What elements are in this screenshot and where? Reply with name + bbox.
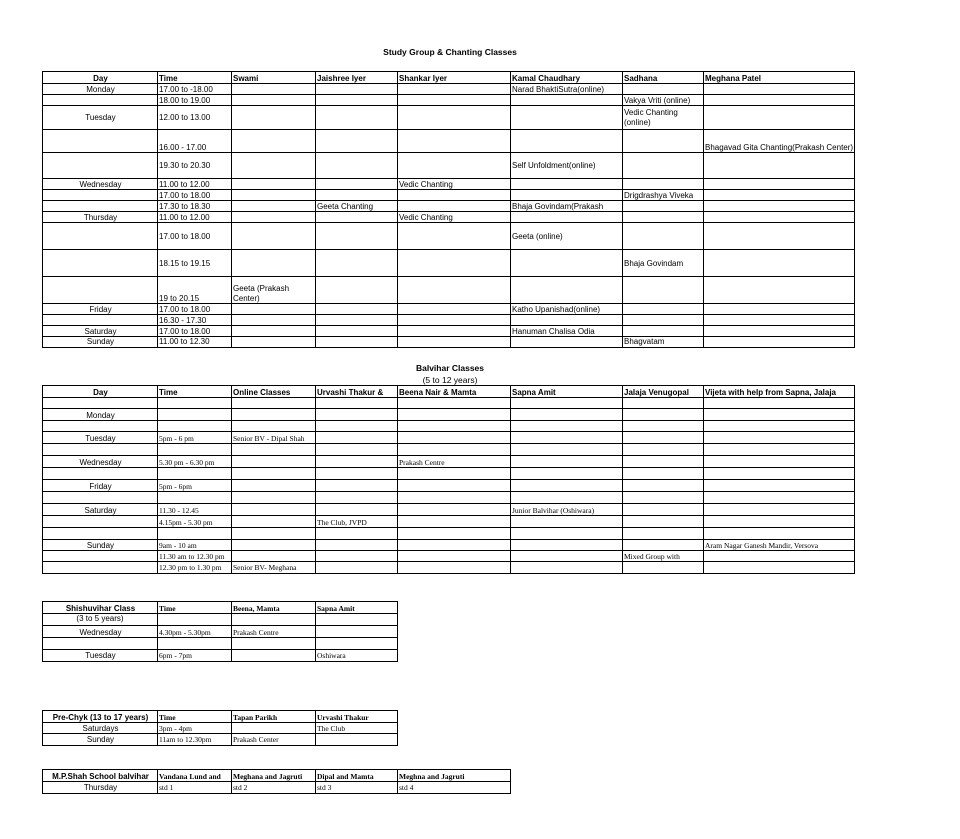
study-cell — [510, 249, 623, 277]
study-cell-text: Geeta (online) — [512, 231, 563, 241]
prechyk-cell-text: The Club — [317, 724, 346, 733]
balvihar-cell — [703, 561, 855, 574]
study-cell — [622, 152, 704, 179]
study-cell-text: Vakya Vriti (online) — [624, 96, 691, 105]
study-cell-text: 16.00 - 17.00 — [159, 143, 207, 152]
study-cell — [703, 105, 855, 130]
shishu-header-label: Time — [159, 604, 176, 613]
balvihar-cell-text: Friday — [89, 482, 112, 491]
study-cell — [622, 222, 704, 250]
study-cell — [622, 336, 704, 348]
balvihar-cell-text: Mixed Group with — [624, 552, 680, 561]
prechyk-cell — [42, 733, 158, 746]
balvihar-cell — [622, 561, 704, 574]
study-cell — [315, 129, 398, 153]
study-cell — [231, 336, 316, 348]
balvihar-cell-text: Senior BV- Meghana — [233, 563, 297, 572]
study-cell-text: 19.30 to 20.30 — [159, 161, 211, 170]
shishu-cell-text: Prakash Centre — [233, 628, 279, 637]
study-cell — [315, 152, 398, 179]
study-header-label: Swami — [233, 74, 259, 83]
study-cell-text: Self Unfoldment(online) — [512, 161, 596, 170]
shishu-cell-text: Wednesday — [79, 628, 122, 637]
study-cell-text: Wednesday — [79, 180, 122, 189]
mpshah-header-label: Vandana Lund and — [159, 772, 221, 781]
shishu-cell-text: Oshiwara — [317, 651, 346, 660]
study-cell-text: Katho Upanishad(online) — [512, 305, 601, 314]
study-cell — [157, 129, 232, 153]
study-cell — [231, 152, 316, 179]
study-cell — [157, 276, 232, 304]
study-cell — [157, 105, 232, 130]
balvihar-cell-text: 5pm - 6 pm — [159, 434, 194, 443]
study-cell-text: Bhaja Govindam(Prakash — [512, 202, 604, 211]
balvihar-cell-text: 5.30 pm - 6.30 pm — [159, 458, 215, 467]
study-cell — [157, 249, 232, 277]
shishu-cell — [315, 649, 398, 662]
study-cell — [157, 152, 232, 179]
study-cell — [510, 222, 623, 250]
study-cell-text: 12.00 to 13.00 — [159, 113, 211, 122]
mpshah-cell-text: std 2 — [233, 783, 248, 792]
balvihar-cell-text: 11.30 am to 12.30 pm — [159, 552, 225, 561]
study-header-label: Jaishree Iyer — [317, 74, 366, 83]
study-header-label: Sadhana — [624, 74, 658, 83]
study-cell-text: 17.30 to 18.30 — [159, 202, 211, 211]
balvihar-cell — [510, 561, 623, 574]
study-cell-text: 19 to 20.15 — [159, 294, 200, 303]
prechyk-cell-text: 11am to 12.30pm — [159, 735, 212, 744]
study-cell-text: Narad BhaktiSutra(online) — [512, 85, 605, 94]
shishu-cell-text: 6pm - 7pm — [159, 651, 192, 660]
mpshah-cell — [231, 781, 316, 794]
balvihar-cell — [397, 561, 511, 574]
balvihar-header-label: Time — [159, 388, 178, 397]
study-header-label: Shankar Iyer — [399, 74, 448, 83]
prechyk-cell-text: 3pm - 4pm — [159, 724, 192, 733]
mpshah-header-label: Dipal and Mamta — [317, 772, 374, 781]
shishu-age-label: (3 to 5 years) — [76, 614, 124, 623]
study-cell — [703, 336, 855, 348]
prechyk-header-label: Tapan Parikh — [233, 713, 278, 722]
shishu-cell-text: Tuesday — [85, 651, 116, 660]
study-header-label: Day — [93, 74, 108, 83]
study-cell — [397, 249, 511, 277]
study-cell-text: Tuesday — [85, 113, 116, 122]
prechyk-header-label: Time — [159, 713, 176, 722]
study-cell-text: 11.00 to 12.00 — [159, 213, 210, 222]
prechyk-cell-text: Saturdays — [82, 724, 119, 733]
balvihar-cell — [315, 561, 398, 574]
balvihar-header-label: Urvashi Thakur & — [317, 388, 384, 397]
study-cell-text: Monday — [86, 85, 115, 94]
study-cell — [231, 222, 316, 250]
study-cell-text: Saturday — [84, 327, 117, 336]
study-cell — [397, 152, 511, 179]
balvihar-header-label: Online Classes — [233, 388, 291, 397]
study-cell-text: Geeta (Prakash Center) — [233, 284, 290, 303]
study-cell-text: 11.00 to 12.30 — [159, 337, 210, 346]
study-header-label: Kamal Chaudhary — [512, 74, 581, 83]
study-cell-text: Drigdrashya Viveka — [624, 191, 694, 200]
shishu-header-label: Beena, Mamta — [233, 604, 280, 613]
study-cell — [397, 222, 511, 250]
balvihar-cell-text: 12.30 pm to 1.30 pm — [159, 563, 222, 572]
shishu-header-label: Sapna Amit — [317, 604, 355, 613]
study-cell — [397, 336, 511, 348]
study-cell — [397, 129, 511, 153]
study-cell-text: 16.30 - 17.30 — [159, 316, 207, 325]
study-cell-text: 17.00 to -18.00 — [159, 85, 213, 94]
study-cell — [622, 276, 704, 304]
prechyk-cell-text: Prakash Center — [233, 735, 279, 744]
balvihar-subtitle: (5 to 12 years) — [422, 375, 478, 385]
study-cell-text: 11.00 to 12.00 — [159, 180, 210, 189]
study-cell-text: Hanuman Chalisa Odia — [512, 327, 595, 336]
study-cell — [231, 129, 316, 153]
study-cell-text: 18.00 to 19.00 — [159, 96, 211, 105]
balvihar-cell-text: Monday — [86, 411, 115, 420]
study-cell — [703, 222, 855, 250]
study-cell-text: Sunday — [86, 337, 115, 346]
prechyk-cell — [231, 733, 316, 746]
study-cell — [510, 105, 623, 130]
balvihar-cell-text: Saturday — [84, 506, 117, 515]
study-cell — [315, 249, 398, 277]
shishu-cell — [231, 649, 316, 662]
study-cell — [231, 276, 316, 304]
balvihar-cell-text: 11.30 - 12.45 — [159, 506, 199, 515]
study-title: Study Group & Chanting Classes — [383, 47, 517, 57]
study-cell — [157, 336, 232, 348]
mpshah-header-label: M.P.Shah School balvihar — [52, 772, 149, 781]
study-cell-text: 17.00 to 18.00 — [159, 191, 211, 200]
balvihar-header-label: Jalaja Venugopal — [624, 388, 689, 397]
study-cell — [622, 129, 704, 153]
balvihar-cell-text: 5pm - 6pm — [159, 482, 192, 491]
mpshah-cell-text: std 1 — [159, 783, 174, 792]
study-cell-text: Vedic Chanting — [399, 213, 453, 222]
study-cell — [231, 249, 316, 277]
balvihar-cell-text: 9am - 10 am — [159, 541, 197, 550]
mpshah-cell — [42, 781, 158, 794]
balvihar-cell-text: Senior BV - Dipal Shah — [233, 434, 305, 443]
balvihar-header-label: Sapna Amit — [512, 388, 556, 397]
study-cell — [510, 276, 623, 304]
study-cell — [315, 276, 398, 304]
mpshah-header-label: Meghna and Jagruti — [399, 772, 465, 781]
shishu-header-label: Shishuvihar Class — [65, 604, 136, 613]
study-cell — [510, 152, 623, 179]
study-cell — [42, 222, 158, 250]
balvihar-cell-text: Sunday — [86, 541, 115, 550]
study-cell — [42, 276, 158, 304]
study-cell-text: 18.15 to 19.15 — [159, 258, 211, 268]
study-header-label: Time — [159, 74, 178, 83]
study-cell — [703, 152, 855, 179]
study-cell-text: Bhagvatam — [624, 337, 665, 346]
study-cell — [42, 336, 158, 348]
balvihar-cell-text: Tuesday — [85, 434, 116, 443]
study-cell — [622, 249, 704, 277]
study-cell — [42, 129, 158, 153]
prechyk-header-label: Pre-Chyk (13 to 17 years) — [52, 713, 149, 722]
study-cell-text: Vedic Chanting (online) — [624, 108, 678, 127]
mpshah-cell-text: std 3 — [317, 783, 332, 792]
study-cell — [315, 222, 398, 250]
study-cell — [510, 129, 623, 153]
study-cell — [703, 249, 855, 277]
prechyk-cell — [157, 733, 232, 746]
study-cell — [231, 105, 316, 130]
study-cell — [315, 336, 398, 348]
study-cell — [157, 222, 232, 250]
shishu-cell-text: 4.30pm - 5.30pm — [159, 628, 211, 637]
mpshah-cell — [315, 781, 398, 794]
prechyk-cell — [315, 733, 398, 746]
mpshah-cell — [397, 781, 511, 794]
study-cell-text: Bhagavad Gita Chanting(Prakash Center) — [705, 143, 854, 152]
study-cell — [510, 336, 623, 348]
prechyk-cell-text: Sunday — [86, 735, 115, 744]
study-cell — [42, 249, 158, 277]
study-cell-text: 17.00 to 18.00 — [159, 305, 211, 314]
balvihar-cell-text: Junior Balvihar (Oshiwara) — [512, 506, 595, 515]
balvihar-cell-text: Prakash Centre — [399, 458, 445, 467]
study-cell-text: Thursday — [83, 213, 118, 222]
balvihar-header-label: Day — [93, 388, 108, 397]
study-cell-text: Geeta Chanting — [317, 202, 374, 211]
study-cell — [42, 152, 158, 179]
balvihar-cell-text: 4.15pm - 5.30 pm — [159, 518, 213, 527]
balvihar-cell — [42, 561, 158, 574]
balvihar-title: Balvihar Classes — [415, 363, 485, 373]
prechyk-header-label: Urvashi Thakur — [317, 713, 369, 722]
study-cell — [703, 129, 855, 153]
study-header-label: Meghana Patel — [705, 74, 762, 83]
study-cell — [315, 105, 398, 130]
study-cell — [703, 276, 855, 304]
balvihar-cell-text: Wednesday — [79, 458, 122, 467]
study-cell-text: 17.00 to 18.00 — [159, 231, 211, 241]
balvihar-header-label: Vijeta with help from Sapna, Jalaja — [705, 388, 837, 397]
balvihar-header-label: Beena Nair & Mamta — [399, 388, 477, 397]
shishu-cell — [157, 649, 232, 662]
study-cell-text: Friday — [89, 305, 112, 314]
mpshah-cell — [157, 781, 232, 794]
balvihar-cell-text: Aram Nagar Ganesh Mandir, Versova — [705, 541, 819, 550]
balvihar-cell-text: The Club, JVPD — [317, 518, 367, 527]
study-cell — [397, 276, 511, 304]
mpshah-cell-text: Thursday — [83, 783, 118, 792]
mpshah-cell-text: std 4 — [399, 783, 414, 792]
balvihar-cell — [157, 561, 232, 574]
shishu-cell — [42, 649, 158, 662]
balvihar-cell — [231, 561, 316, 574]
study-cell-text: Bhaja Govindam — [624, 258, 684, 268]
study-cell — [42, 105, 158, 130]
study-cell-text: Vedic Chanting — [399, 180, 453, 189]
mpshah-header-label: Meghana and Jagruti — [233, 772, 303, 781]
study-cell-text: 17.00 to 18.00 — [159, 327, 211, 336]
study-cell — [622, 105, 704, 130]
study-cell — [397, 105, 511, 130]
